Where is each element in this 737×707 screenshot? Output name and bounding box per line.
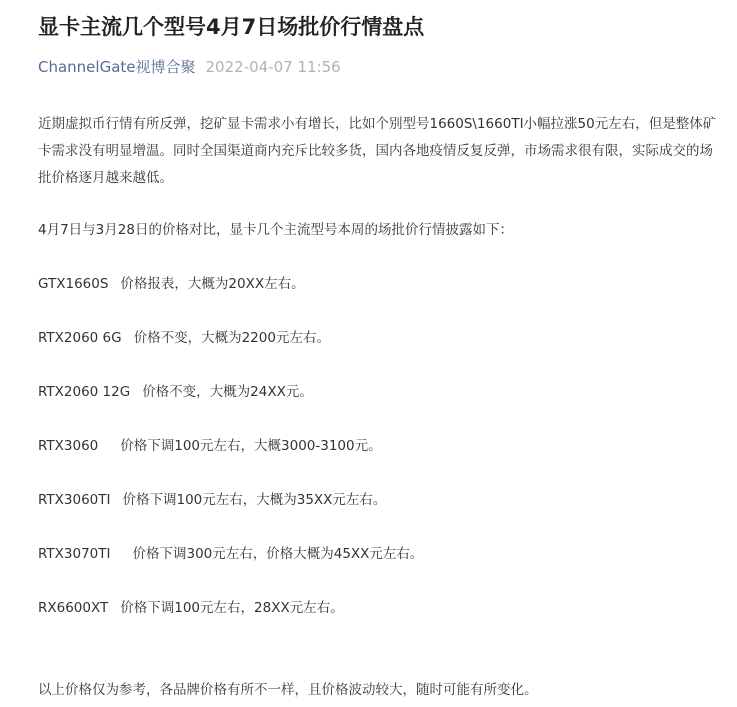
author-link[interactable]: ChannelGate视博合聚 [38,58,196,76]
gpu-model: RTX2060 12G [38,384,131,400]
gpu-model: RTX3060 [38,438,99,454]
gpu-price-line [38,379,313,406]
gpu-model: RTX3070TI [38,546,111,562]
gpu-price-desc: 价格不变，大概为2200元左右。 [133,330,330,346]
gpu-price-line [38,271,305,298]
disclaimer-paragraph: 以上价格仅为参考，各品牌价格有所不一样，且价格波动较大，随时可能有所变化。 [38,682,538,698]
gpu-model: GTX1660S [38,276,109,292]
comparison-paragraph: 4月7日与3月28日的价格对比，显卡几个主流型号本周的场批价行情披露如下： [38,222,513,238]
gpu-model: RTX3060TI [38,492,111,508]
gpu-price-desc: 价格不变，大概为24XX元。 [142,384,313,400]
intro-paragraph: 近期虚拟币行情有所反弹，挖矿显卡需求小有增长，比如个别型号1660S\1660TI小幅拉涨50元左右，但是整体矿卡需求没有明显增温。同时全国渠道商内充斥比较多货，国内各地疫情反复反弹，市场需求很有限，实际成交的场批价格逐月越来越低。 [38,116,717,186]
gpu-price-line [38,325,330,352]
gpu-price-desc: 价格下调300元左右，价格大概为45XX元左右。 [132,546,424,562]
gpu-price-desc: 价格下调100元左右，28XX元左右。 [120,600,344,616]
article-meta [38,56,341,78]
gpu-price-line [38,487,386,514]
gpu-model: RTX2060 6G [38,330,122,346]
gpu-price-desc: 价格报表，大概为20XX左右。 [120,276,305,292]
gpu-price-line [38,433,382,460]
gpu-price-desc: 价格下调100元左右，大概为35XX元左右。 [122,492,387,508]
gpu-model: RX6600XT [38,600,109,616]
publish-date: 2022-04-07 11:56 [205,58,341,76]
gpu-price-line [38,541,423,568]
gpu-price-desc: 价格下调100元左右，大概3000-3100元。 [120,438,382,454]
gpu-price-line [38,595,344,622]
article-title: 显卡主流几个型号4月7日场批价行情盘点 [38,15,425,39]
